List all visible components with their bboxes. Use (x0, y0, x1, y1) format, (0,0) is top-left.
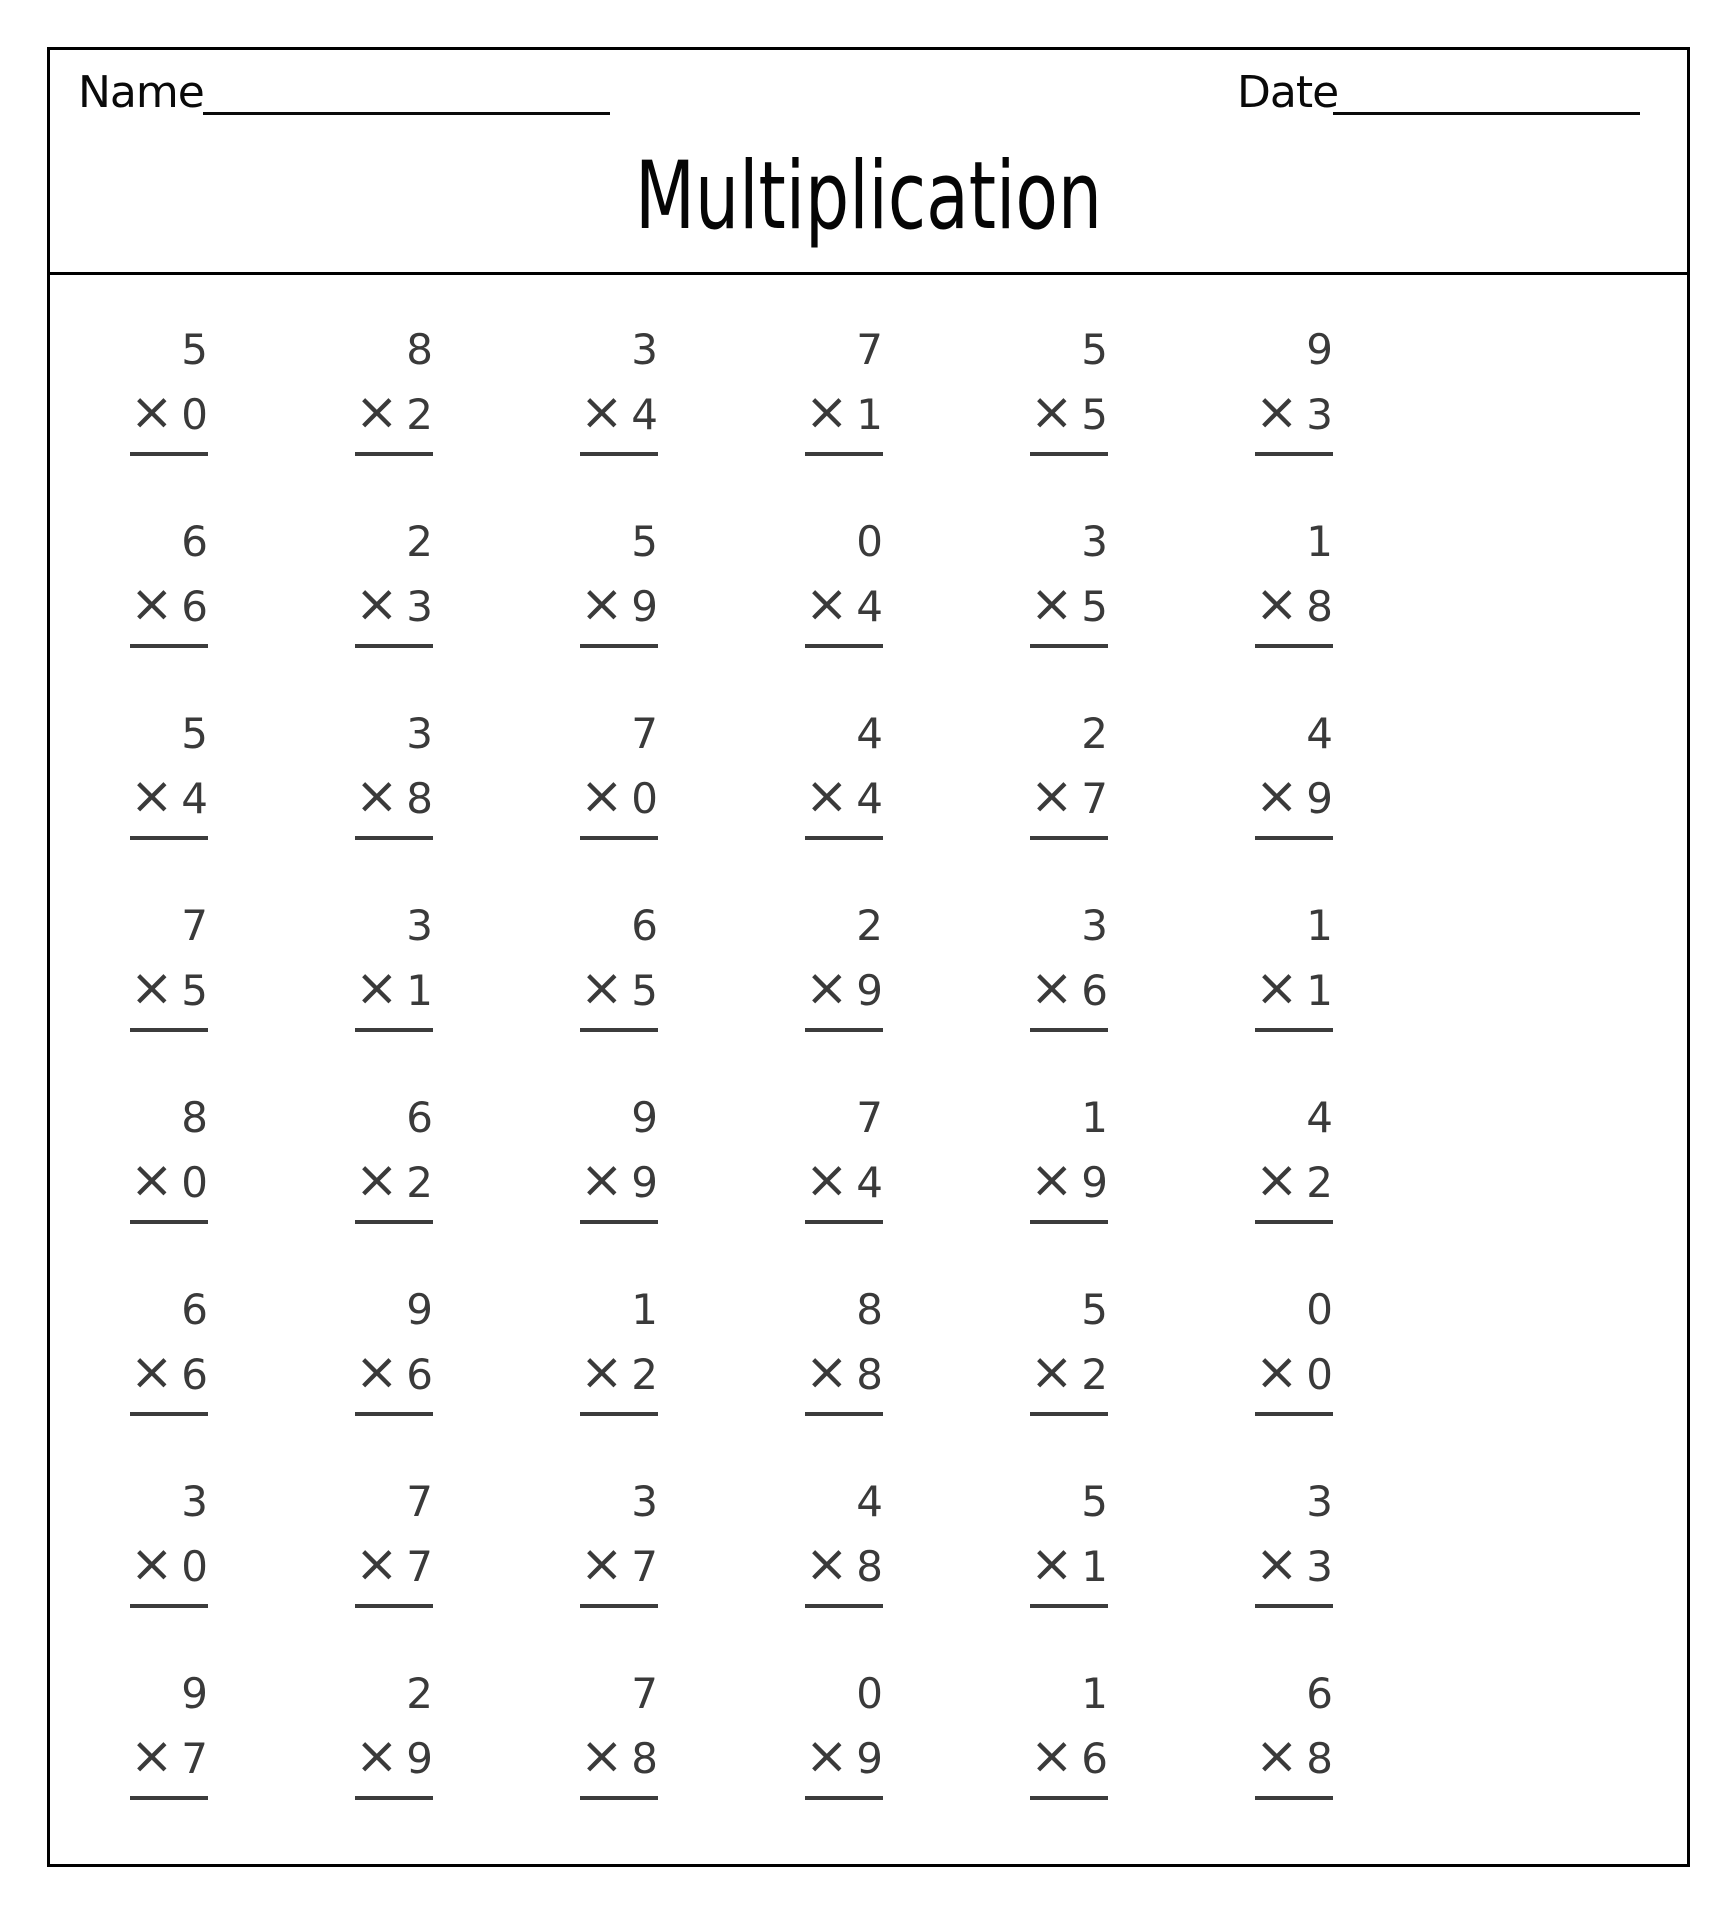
problem-operation-row (1030, 1534, 1108, 1594)
times-sign: × (1030, 1342, 1074, 1402)
answer-line (805, 644, 883, 648)
multiplicand: 5 (181, 325, 208, 374)
answer-line (1255, 452, 1333, 456)
problem-operation-row (1255, 766, 1333, 826)
answer-line (130, 1220, 208, 1224)
times-sign: × (805, 958, 849, 1018)
multiplicand: 7 (181, 901, 208, 950)
problem-operation-row (580, 958, 658, 1018)
multiplier: 1 (856, 390, 883, 439)
worksheet-page (47, 47, 1690, 1867)
multiplicand: 6 (1306, 1669, 1333, 1718)
multiplicand: 6 (631, 901, 658, 950)
times-sign: × (805, 766, 849, 826)
problem-operation-row (1255, 958, 1333, 1018)
problem-operation-row (1030, 1150, 1108, 1210)
problem-operation-row (580, 1150, 658, 1210)
multiplier: 2 (1306, 1158, 1333, 1207)
problem-cell (1255, 659, 1333, 851)
multiplier: 9 (1306, 774, 1333, 823)
problem-operation-row (130, 1342, 208, 1402)
times-sign: × (130, 766, 174, 826)
problem-cell (580, 851, 658, 1043)
multiplicand: 5 (1081, 1285, 1108, 1334)
answer-line (130, 836, 208, 840)
answer-line (580, 836, 658, 840)
problem-operation-row (130, 1726, 208, 1786)
multiplicand: 7 (406, 1477, 433, 1526)
times-sign: × (1255, 766, 1299, 826)
problem-cell (1030, 1043, 1108, 1235)
times-sign: × (130, 1342, 174, 1402)
multiplicand: 3 (406, 709, 433, 758)
page-title: Multiplication (635, 142, 1102, 251)
problem-cell (1255, 851, 1333, 1043)
answer-line (580, 1220, 658, 1224)
times-sign: × (130, 1534, 174, 1594)
multiplier: 8 (856, 1350, 883, 1399)
problem-cell (130, 851, 208, 1043)
answer-line (130, 1604, 208, 1608)
multiplicand: 3 (181, 1477, 208, 1526)
multiplicand: 9 (631, 1093, 658, 1142)
problem-cell (805, 659, 883, 851)
problem-operation-row (580, 574, 658, 634)
multiplicand: 6 (181, 517, 208, 566)
times-sign: × (130, 958, 174, 1018)
multiplier: 1 (1081, 1542, 1108, 1591)
date-fill-line (1333, 112, 1640, 115)
multiplier: 6 (1081, 966, 1108, 1015)
problem-operation-row (1030, 382, 1108, 442)
answer-line (1030, 644, 1108, 648)
problem-cell (1030, 275, 1108, 467)
times-sign: × (1255, 1342, 1299, 1402)
problem-operation-row (805, 1150, 883, 1210)
answer-line (1030, 1604, 1108, 1608)
times-sign: × (805, 574, 849, 634)
problem-operation-row (1030, 766, 1108, 826)
multiplier: 8 (406, 774, 433, 823)
problem-cell (580, 1235, 658, 1427)
multiplier: 0 (1306, 1350, 1333, 1399)
multiplicand: 8 (181, 1093, 208, 1142)
times-sign: × (1030, 382, 1074, 442)
problem-cell (130, 1235, 208, 1427)
answer-line (580, 644, 658, 648)
multiplier: 8 (1306, 582, 1333, 631)
multiplicand: 1 (1306, 901, 1333, 950)
multiplier: 3 (1306, 390, 1333, 439)
problem-operation-row (130, 382, 208, 442)
problem-operation-row (580, 766, 658, 826)
times-sign: × (1030, 1726, 1074, 1786)
problem-cell (355, 1235, 433, 1427)
problem-operation-row (1030, 958, 1108, 1018)
times-sign: × (805, 1726, 849, 1786)
multiplier: 7 (181, 1734, 208, 1783)
times-sign: × (355, 958, 399, 1018)
times-sign: × (580, 1534, 624, 1594)
problem-operation-row (805, 1534, 883, 1594)
problem-operation-row (1255, 382, 1333, 442)
multiplier: 9 (1081, 1158, 1108, 1207)
problem-cell (1030, 1427, 1108, 1619)
answer-line (355, 836, 433, 840)
times-sign: × (1255, 1534, 1299, 1594)
times-sign: × (1030, 766, 1074, 826)
problem-cell (1255, 467, 1333, 659)
multiplicand: 5 (1081, 1477, 1108, 1526)
answer-line (355, 1796, 433, 1800)
times-sign: × (580, 1150, 624, 1210)
answer-line (1255, 836, 1333, 840)
problem-cell (130, 467, 208, 659)
answer-line (805, 1412, 883, 1416)
problem-operation-row (130, 1150, 208, 1210)
answer-line (1255, 1796, 1333, 1800)
multiplier: 0 (181, 390, 208, 439)
multiplier: 4 (631, 390, 658, 439)
multiplicand: 9 (181, 1669, 208, 1718)
times-sign: × (580, 958, 624, 1018)
times-sign: × (805, 1534, 849, 1594)
answer-line (580, 452, 658, 456)
multiplier: 6 (181, 582, 208, 631)
multiplicand: 2 (1081, 709, 1108, 758)
multiplier: 9 (406, 1734, 433, 1783)
multiplier: 5 (1081, 390, 1108, 439)
multiplicand: 4 (1306, 709, 1333, 758)
problem-operation-row (355, 382, 433, 442)
multiplier: 8 (631, 1734, 658, 1783)
multiplicand: 3 (631, 1477, 658, 1526)
multiplicand: 5 (631, 517, 658, 566)
problem-operation-row (130, 574, 208, 634)
problem-cell (580, 275, 658, 467)
problem-cell (580, 1043, 658, 1235)
times-sign: × (355, 1726, 399, 1786)
multiplier: 3 (1306, 1542, 1333, 1591)
multiplier: 1 (1306, 966, 1333, 1015)
multiplier: 2 (406, 390, 433, 439)
date-label: Date (1237, 67, 1339, 118)
multiplicand: 6 (181, 1285, 208, 1334)
multiplicand: 3 (1306, 1477, 1333, 1526)
times-sign: × (355, 766, 399, 826)
problem-operation-row (1255, 574, 1333, 634)
problem-cell (1255, 1619, 1333, 1811)
answer-line (805, 1028, 883, 1032)
multiplier: 7 (1081, 774, 1108, 823)
answer-line (1030, 1028, 1108, 1032)
answer-line (580, 1604, 658, 1608)
problem-cell (130, 659, 208, 851)
multiplicand: 1 (631, 1285, 658, 1334)
problem-operation-row (805, 1726, 883, 1786)
multiplier: 0 (181, 1158, 208, 1207)
times-sign: × (1030, 574, 1074, 634)
multiplier: 5 (1081, 582, 1108, 631)
times-sign: × (130, 1726, 174, 1786)
multiplier: 5 (181, 966, 208, 1015)
answer-line (805, 1604, 883, 1608)
name-label: Name (78, 67, 204, 118)
problem-cell (1030, 1235, 1108, 1427)
problem-cell (580, 1427, 658, 1619)
multiplicand: 1 (1081, 1093, 1108, 1142)
problem-cell (580, 659, 658, 851)
problem-operation-row (355, 1342, 433, 1402)
times-sign: × (580, 1342, 624, 1402)
problem-cell (1255, 1427, 1333, 1619)
problem-operation-row (580, 1726, 658, 1786)
problems-grid (50, 275, 1687, 1811)
times-sign: × (580, 1726, 624, 1786)
multiplicand: 9 (406, 1285, 433, 1334)
times-sign: × (355, 574, 399, 634)
problem-operation-row (130, 766, 208, 826)
problem-operation-row (805, 1342, 883, 1402)
multiplicand: 1 (1306, 517, 1333, 566)
answer-line (355, 1028, 433, 1032)
times-sign: × (1030, 1150, 1074, 1210)
answer-line (580, 1412, 658, 1416)
answer-line (1030, 1796, 1108, 1800)
multiplier: 4 (181, 774, 208, 823)
problem-cell (1030, 851, 1108, 1043)
answer-line (805, 836, 883, 840)
problem-operation-row (355, 1534, 433, 1594)
times-sign: × (1255, 382, 1299, 442)
times-sign: × (1255, 1150, 1299, 1210)
multiplier: 7 (631, 1542, 658, 1591)
multiplier: 9 (631, 582, 658, 631)
answer-line (1255, 1028, 1333, 1032)
multiplier: 2 (1081, 1350, 1108, 1399)
multiplicand: 5 (181, 709, 208, 758)
answer-line (355, 452, 433, 456)
times-sign: × (580, 574, 624, 634)
multiplier: 4 (856, 582, 883, 631)
problem-cell (130, 1043, 208, 1235)
problem-operation-row (1255, 1726, 1333, 1786)
multiplier: 1 (406, 966, 433, 1015)
multiplier: 9 (856, 966, 883, 1015)
times-sign: × (805, 1150, 849, 1210)
problem-operation-row (355, 574, 433, 634)
multiplicand: 2 (856, 901, 883, 950)
problem-operation-row (805, 766, 883, 826)
multiplier: 6 (1081, 1734, 1108, 1783)
problem-operation-row (130, 958, 208, 1018)
times-sign: × (130, 574, 174, 634)
multiplier: 8 (1306, 1734, 1333, 1783)
problem-cell (1030, 467, 1108, 659)
multiplicand: 4 (856, 709, 883, 758)
problem-operation-row (805, 382, 883, 442)
multiplicand: 3 (1081, 517, 1108, 566)
problem-cell (1255, 1235, 1333, 1427)
answer-line (130, 1796, 208, 1800)
times-sign: × (130, 1150, 174, 1210)
problem-operation-row (130, 1534, 208, 1594)
problem-cell (580, 1619, 658, 1811)
multiplicand: 4 (1306, 1093, 1333, 1142)
problem-operation-row (1030, 1726, 1108, 1786)
multiplicand: 7 (856, 1093, 883, 1142)
multiplicand: 5 (1081, 325, 1108, 374)
times-sign: × (130, 382, 174, 442)
problem-operation-row (355, 958, 433, 1018)
problem-cell (805, 851, 883, 1043)
answer-line (1255, 1604, 1333, 1608)
times-sign: × (1255, 574, 1299, 634)
problem-cell (805, 1619, 883, 1811)
multiplier: 5 (631, 966, 658, 1015)
times-sign: × (1255, 958, 1299, 1018)
multiplicand: 1 (1081, 1669, 1108, 1718)
times-sign: × (580, 766, 624, 826)
answer-line (130, 644, 208, 648)
answer-line (1030, 1412, 1108, 1416)
problem-cell (355, 851, 433, 1043)
multiplier: 0 (631, 774, 658, 823)
page-title-wrap (50, 142, 1687, 252)
multiplicand: 8 (856, 1285, 883, 1334)
problem-operation-row (1255, 1534, 1333, 1594)
times-sign: × (355, 1342, 399, 1402)
multiplier: 2 (631, 1350, 658, 1399)
problem-cell (805, 1043, 883, 1235)
multiplier: 4 (856, 774, 883, 823)
problem-cell (130, 1619, 208, 1811)
answer-line (1255, 1412, 1333, 1416)
problem-cell (1255, 1043, 1333, 1235)
answer-line (1255, 644, 1333, 648)
problem-cell (805, 467, 883, 659)
times-sign: × (805, 382, 849, 442)
answer-line (1030, 452, 1108, 456)
answer-line (355, 644, 433, 648)
answer-line (130, 1028, 208, 1032)
times-sign: × (580, 382, 624, 442)
multiplicand: 3 (631, 325, 658, 374)
times-sign: × (1030, 958, 1074, 1018)
answer-line (355, 1412, 433, 1416)
problem-cell (355, 1427, 433, 1619)
problem-cell (355, 1043, 433, 1235)
name-fill-line (203, 112, 610, 115)
multiplier: 7 (406, 1542, 433, 1591)
multiplicand: 7 (631, 709, 658, 758)
multiplicand: 7 (856, 325, 883, 374)
problem-operation-row (805, 958, 883, 1018)
multiplicand: 4 (856, 1477, 883, 1526)
answer-line (805, 452, 883, 456)
problem-operation-row (1030, 574, 1108, 634)
answer-line (1030, 1220, 1108, 1224)
multiplicand: 8 (406, 325, 433, 374)
multiplicand: 2 (406, 1669, 433, 1718)
answer-line (1030, 836, 1108, 840)
problem-cell (355, 275, 433, 467)
problem-cell (805, 1427, 883, 1619)
problem-operation-row (355, 766, 433, 826)
times-sign: × (355, 1534, 399, 1594)
problem-operation-row (1255, 1342, 1333, 1402)
answer-line (580, 1796, 658, 1800)
problem-operation-row (1255, 1150, 1333, 1210)
answer-line (805, 1796, 883, 1800)
multiplicand: 9 (1306, 325, 1333, 374)
multiplier: 3 (406, 582, 433, 631)
problem-operation-row (805, 574, 883, 634)
problem-operation-row (580, 382, 658, 442)
problem-cell (1030, 1619, 1108, 1811)
answer-line (805, 1220, 883, 1224)
problem-operation-row (580, 1342, 658, 1402)
problem-cell (1255, 275, 1333, 467)
problem-cell (355, 1619, 433, 1811)
multiplier: 2 (406, 1158, 433, 1207)
answer-line (355, 1220, 433, 1224)
multiplicand: 0 (856, 517, 883, 566)
answer-line (355, 1604, 433, 1608)
multiplicand: 0 (1306, 1285, 1333, 1334)
problem-cell (130, 1427, 208, 1619)
multiplicand: 7 (631, 1669, 658, 1718)
problem-cell (1030, 659, 1108, 851)
multiplier: 8 (856, 1542, 883, 1591)
multiplicand: 0 (856, 1669, 883, 1718)
problem-cell (355, 659, 433, 851)
multiplier: 9 (856, 1734, 883, 1783)
answer-line (580, 1028, 658, 1032)
times-sign: × (355, 382, 399, 442)
problem-cell (805, 275, 883, 467)
multiplier: 0 (181, 1542, 208, 1591)
problem-operation-row (355, 1726, 433, 1786)
multiplier: 9 (631, 1158, 658, 1207)
times-sign: × (805, 1342, 849, 1402)
problem-cell (805, 1235, 883, 1427)
times-sign: × (355, 1150, 399, 1210)
answer-line (130, 452, 208, 456)
problem-cell (580, 467, 658, 659)
times-sign: × (1255, 1726, 1299, 1786)
answer-line (1255, 1220, 1333, 1224)
problem-operation-row (1030, 1342, 1108, 1402)
times-sign: × (1030, 1534, 1074, 1594)
multiplier: 6 (406, 1350, 433, 1399)
multiplicand: 3 (1081, 901, 1108, 950)
multiplier: 4 (856, 1158, 883, 1207)
multiplier: 6 (181, 1350, 208, 1399)
problem-cell (355, 467, 433, 659)
multiplicand: 3 (406, 901, 433, 950)
problem-operation-row (580, 1534, 658, 1594)
problem-operation-row (355, 1150, 433, 1210)
problem-cell (130, 275, 208, 467)
answer-line (130, 1412, 208, 1416)
multiplicand: 6 (406, 1093, 433, 1142)
multiplicand: 2 (406, 517, 433, 566)
